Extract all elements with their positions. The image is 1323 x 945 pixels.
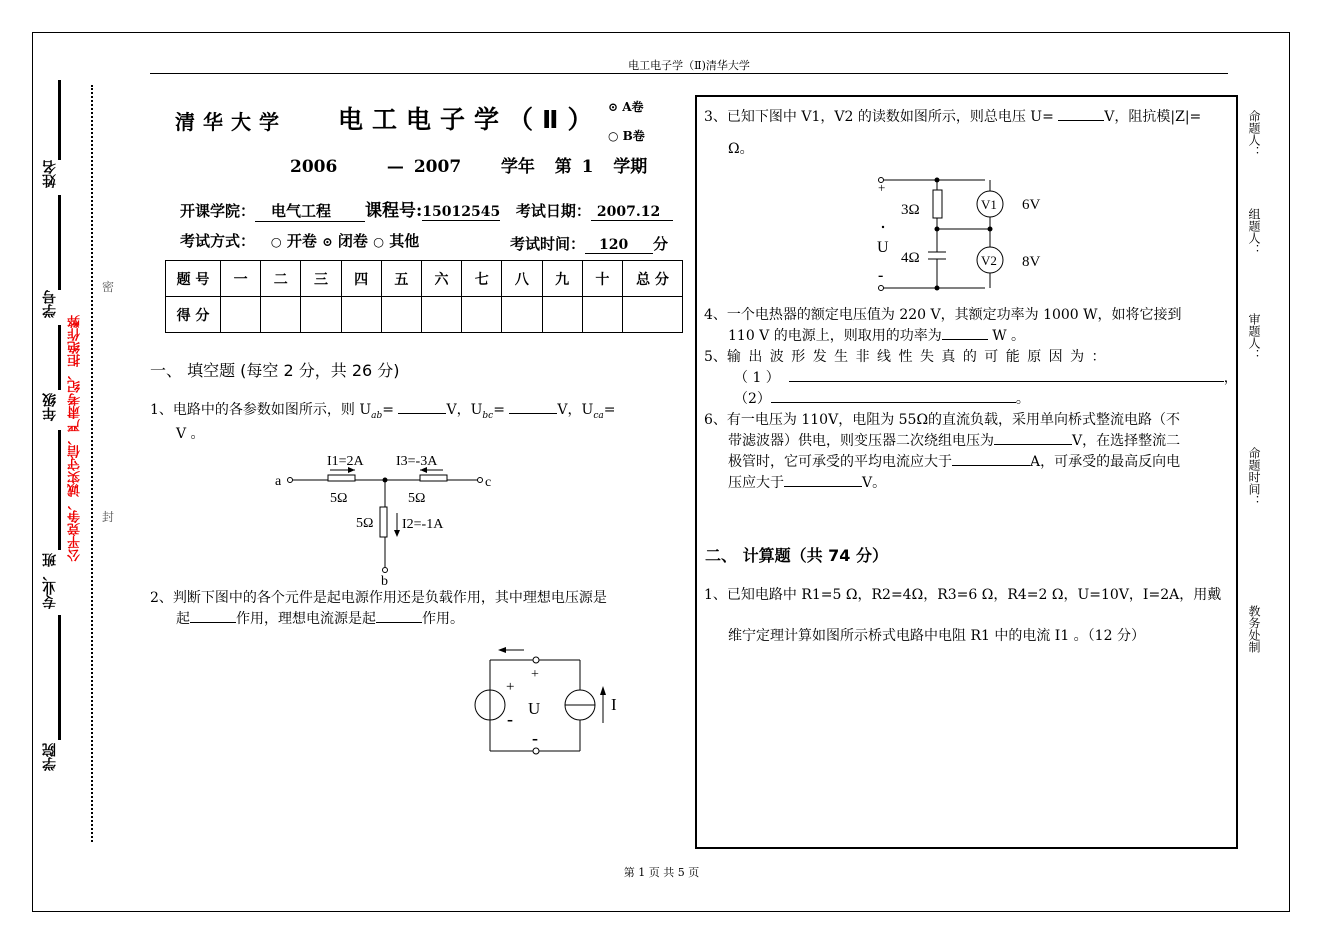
header-cell: 题 号 (166, 261, 221, 297)
header-cell: 三 (301, 261, 341, 297)
score-table (165, 260, 683, 333)
q6-text: 带滤波器）供电，则变压器二次绕组电压为 (728, 433, 994, 449)
q5-item1 (734, 368, 1238, 389)
header-cell: 六 (421, 261, 461, 297)
answer-blank[interactable] (376, 622, 422, 623)
score-cell[interactable] (341, 297, 381, 333)
time-unit: 分 (653, 235, 669, 253)
u-minus: - (532, 728, 538, 748)
label-r1: 5Ω (330, 491, 348, 506)
answer-blank[interactable] (784, 486, 862, 487)
field-grade-label: 年级 (42, 393, 58, 421)
v1-label: V1 (981, 197, 997, 212)
q2-text: 作用。 (422, 611, 464, 627)
course-no-label: 课程号: (365, 201, 423, 221)
year-dash: — (386, 157, 404, 177)
q6-line2 (728, 431, 1180, 452)
question-2: 2、判断下图中的各个元件是起电源作用还是负载作用，其中理想电压源是 (150, 590, 607, 606)
exam-time-row (510, 233, 668, 254)
q2-text: 起 (176, 611, 190, 627)
q1-eq: = (603, 402, 616, 418)
exam-mode-row (180, 230, 419, 251)
seal-dotted-line (91, 85, 93, 842)
i-label: I (611, 695, 617, 714)
answer-blank[interactable] (942, 339, 988, 340)
answer-blank[interactable] (1058, 120, 1104, 121)
running-header: 电工电子学（Ⅱ)清华大学 (628, 59, 750, 72)
q5-item1-label: （ 1 ） (734, 370, 780, 386)
q1-text: V，U (557, 402, 594, 418)
q5-period: 。 (1015, 391, 1030, 407)
school-value: 电气工程 (255, 200, 365, 222)
label-b: b (381, 574, 388, 589)
q2-circuit-diagram (470, 640, 630, 760)
score-cell[interactable] (623, 297, 683, 333)
setter-label: 命题人： (1247, 110, 1261, 158)
field-line (58, 430, 61, 550)
field-id-label: 学号 (42, 290, 58, 318)
calc-question-1: 1、已知电路中 R1=5 Ω，R2=4Ω，R3=6 Ω，R4=2 Ω，U=10V，I=2A，用戴 (704, 587, 1222, 603)
office-label: 教务处制 (1247, 605, 1261, 653)
q1-sub-ca: ca (593, 410, 604, 421)
u-plus: + (878, 180, 886, 195)
vs-minus: - (507, 709, 513, 729)
q1-text: V，U (446, 402, 483, 418)
question-6: 6、有一电压为 110V，电阻为 55Ω的直流负载，采用单向桥式整流电路（不 (704, 412, 1181, 428)
q6-text: 压应大于 (728, 475, 784, 491)
score-cell[interactable] (381, 297, 421, 333)
year-start: 2006 (290, 157, 338, 177)
terminal-a (288, 478, 293, 483)
q2-text: 作用，理想电流源是起 (236, 611, 376, 627)
terminal-b (383, 568, 388, 573)
score-cell[interactable] (221, 297, 261, 333)
q1-eq: = (493, 402, 510, 418)
q5-item2 (734, 389, 1030, 410)
school-label: 开课学院： (180, 202, 256, 220)
label-i2: I2=-1A (402, 517, 444, 532)
q1-sub-bc: bc (482, 410, 494, 421)
r3-label: 3Ω (901, 202, 920, 218)
field-line (58, 615, 61, 740)
q5-item2-label: （2） (734, 391, 771, 407)
seal-char: 封 (102, 510, 115, 524)
q4-text: 110 V 的电源上，则取用的功率为 (728, 328, 942, 344)
u-label: U (877, 239, 889, 256)
calc-q1-line2: 维宁定理计算如图所示桥式电路中电阻 R1 中的电流 I1 。（12 分） (728, 628, 1145, 644)
q6-text: V。 (862, 475, 887, 491)
header-cell: 总 分 (623, 261, 683, 297)
year-end: 2007 (413, 157, 462, 177)
course-title: 电工电子学（Ⅱ） (338, 105, 602, 134)
course-no-value: 15012545 (422, 204, 501, 220)
u-plus: + (531, 667, 539, 682)
q5-comma: ， (1223, 370, 1238, 386)
year-label: 学年 (500, 157, 535, 177)
q6-text: V，在选择整流二 (1072, 433, 1181, 449)
set-time-label: 命题时间： (1247, 447, 1261, 507)
time-value: 120 (585, 237, 653, 254)
score-cell[interactable] (261, 297, 301, 333)
header-cell: 八 (502, 261, 542, 297)
label-r2: 5Ω (356, 516, 374, 531)
q1-eq: = (382, 402, 399, 418)
field-line (58, 325, 61, 390)
v2-label: V2 (981, 253, 997, 268)
q1-text: 1、电路中的各参数如图所示，则 U (150, 402, 372, 418)
compiler-label: 组题人： (1247, 208, 1261, 256)
v2-reading: 8V (1022, 254, 1041, 270)
answer-blank[interactable] (771, 402, 1016, 403)
paper-b-option[interactable]: ○ B卷 (608, 129, 645, 143)
score-cell[interactable] (462, 297, 502, 333)
q3-circuit-diagram (870, 170, 1041, 295)
term-label: 第 1 (554, 157, 594, 177)
q6-text: A，可承受的最高反向电 (1030, 454, 1181, 470)
mode-open-option[interactable]: ○ 开卷 (270, 232, 317, 250)
seal-char: 密 (102, 280, 115, 294)
label-c: c (485, 475, 492, 490)
mode-label: 考试方式： (180, 232, 256, 250)
terminal-c (478, 478, 483, 483)
header-cell: 四 (341, 261, 381, 297)
u-label: U (528, 699, 541, 718)
mode-closed-label: 闭卷 (337, 232, 368, 250)
header-cell: 一 (221, 261, 261, 297)
score-cell[interactable] (502, 297, 542, 333)
section2-title: 二、 计算题（共 74 分） (705, 546, 888, 565)
section1-title: 一、 填空题 (每空 2 分，共 26 分) (150, 361, 400, 380)
answer-blank[interactable] (789, 381, 1224, 382)
q6-text: 极管时，它可承受的平均电流应大于 (728, 454, 952, 470)
label-i1: I1=2A (327, 454, 364, 469)
paper-b-label: B卷 (622, 129, 645, 143)
header-cell: 五 (381, 261, 421, 297)
header-cell: 二 (261, 261, 301, 297)
paper-a-label: A卷 (622, 100, 644, 114)
score-cell[interactable] (582, 297, 622, 333)
answer-blank[interactable] (994, 444, 1072, 445)
reviewer-label: 审题人： (1247, 313, 1261, 361)
header-cell: 十 (582, 261, 622, 297)
term-suffix: 学期 (613, 157, 648, 177)
page-footer: 第 1 页 共 5 页 (623, 866, 700, 879)
answer-blank[interactable] (952, 465, 1030, 466)
q3-text: V，阻抗模|Z|= (1104, 109, 1202, 125)
q1-circuit-diagram (270, 445, 500, 590)
university-name: 清华大学 (175, 110, 287, 134)
q1-sub-ab: ab (371, 410, 383, 421)
date-label: 考试日期： (515, 202, 591, 220)
date-value: 2007.12 (591, 204, 673, 221)
mode-other-option[interactable]: ○ 其他 (373, 232, 420, 250)
field-major-label: 专业、班 (42, 553, 58, 609)
label-r3: 5Ω (408, 491, 426, 506)
question-3 (704, 107, 1201, 128)
answer-blank[interactable] (398, 413, 446, 414)
header-cell: 七 (462, 261, 502, 297)
course-info-row (180, 196, 673, 222)
score-cell[interactable] (542, 297, 582, 333)
label-a: a (275, 474, 282, 489)
score-header-row (166, 261, 683, 297)
mode-closed-option[interactable]: ⊙ 闭卷 (322, 232, 368, 250)
q3-line2: Ω。 (728, 141, 754, 157)
v1-reading: 6V (1022, 197, 1041, 213)
time-label: 考试时间： (510, 235, 586, 253)
u-minus: - (878, 267, 884, 284)
label-i3: I3=-3A (396, 454, 438, 469)
field-line (58, 195, 61, 290)
score-row (166, 297, 683, 333)
q6-line4 (728, 473, 886, 494)
mode-open-label: 开卷 (286, 232, 317, 250)
field-line (58, 80, 61, 160)
academic-year (290, 152, 647, 177)
r4-label: 4Ω (901, 250, 920, 266)
question-5: 5、输 出 波 形 发 生 非 线 性 失 真 的 可 能 原 因 为 ： (704, 349, 1106, 365)
q1-line2: V 。 (176, 426, 205, 442)
score-row-label: 得 分 (166, 297, 221, 333)
header-divider (150, 73, 1228, 74)
q3-text: 3、已知下图中 V1，V2 的读数如图所示，则总电压 U= (704, 109, 1054, 125)
header-cell: 九 (542, 261, 582, 297)
integrity-slogan: 公平竞争、诚实守信、严肃考纪、拒绝作弊 (68, 315, 83, 562)
field-school-label: 学院 (42, 743, 58, 771)
q4-text: W 。 (992, 328, 1026, 344)
mode-other-label: 其他 (389, 232, 420, 250)
score-cell[interactable] (301, 297, 341, 333)
score-cell[interactable] (421, 297, 461, 333)
answer-blank[interactable] (190, 622, 236, 623)
vs-plus: + (506, 679, 515, 695)
q2-line2 (176, 609, 464, 630)
answer-blank[interactable] (509, 413, 557, 414)
q6-line3 (728, 452, 1180, 473)
paper-a-option[interactable]: ⊙ A卷 (608, 100, 644, 114)
question-1 (150, 400, 615, 427)
question-4: 4、一个电热器的额定电压值为 220 V，其额定功率为 1000 W，如将它接到 (704, 307, 1182, 323)
q4-line2 (728, 326, 1025, 347)
field-name-label: 姓名 (42, 160, 58, 188)
